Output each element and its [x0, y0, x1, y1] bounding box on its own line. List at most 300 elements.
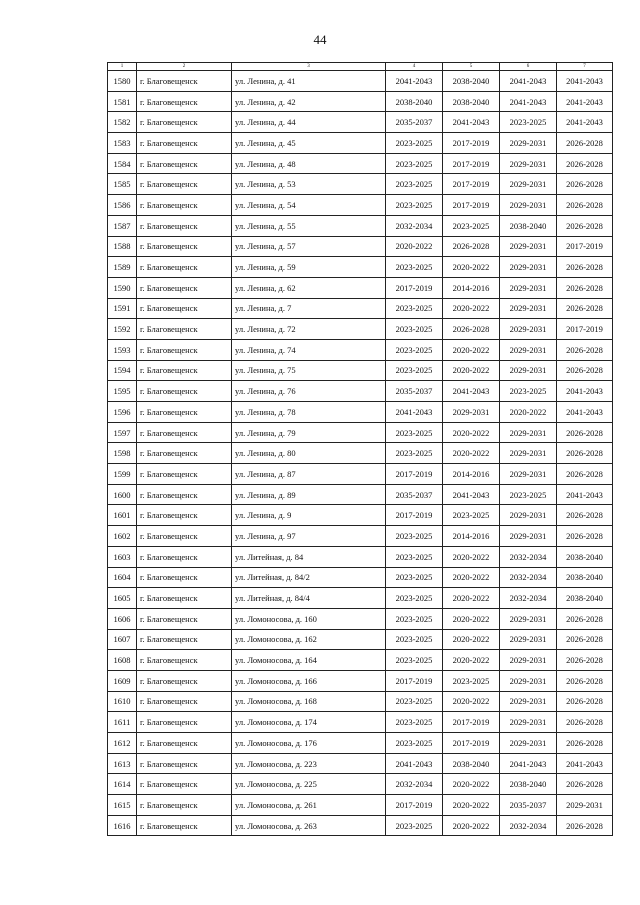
- period-cell: 2026-2028: [557, 215, 613, 236]
- city-cell: г. Благовещенск: [137, 298, 232, 319]
- address-cell: ул. Ленина, д. 78: [232, 402, 386, 423]
- period-cell: 2023-2025: [386, 815, 443, 836]
- row-number: 1602: [108, 526, 137, 547]
- column-header: 3: [232, 63, 386, 71]
- table-row: [108, 712, 613, 733]
- period-cell: 2026-2028: [443, 236, 500, 257]
- address-cell: ул. Ломоносова, д. 174: [232, 712, 386, 733]
- city-cell: г. Благовещенск: [137, 257, 232, 278]
- table-row: [108, 195, 613, 216]
- city-cell: г. Благовещенск: [137, 567, 232, 588]
- address-cell: ул. Ленина, д. 80: [232, 443, 386, 464]
- table-row: [108, 381, 613, 402]
- row-number: 1597: [108, 422, 137, 443]
- city-cell: г. Благовещенск: [137, 339, 232, 360]
- city-cell: г. Благовещенск: [137, 112, 232, 133]
- city-cell: г. Благовещенск: [137, 733, 232, 754]
- row-number: 1607: [108, 629, 137, 650]
- column-header: 1: [108, 63, 137, 71]
- period-cell: 2026-2028: [557, 670, 613, 691]
- table-row: [108, 795, 613, 816]
- address-cell: ул. Литейная, д. 84/4: [232, 588, 386, 609]
- address-cell: ул. Ленина, д. 41: [232, 71, 386, 92]
- address-cell: ул. Ленина, д. 54: [232, 195, 386, 216]
- table-row: [108, 567, 613, 588]
- period-cell: 2023-2025: [386, 608, 443, 629]
- city-cell: г. Благовещенск: [137, 546, 232, 567]
- address-cell: ул. Ленина, д. 48: [232, 153, 386, 174]
- period-cell: 2038-2040: [557, 567, 613, 588]
- period-cell: 2038-2040: [443, 91, 500, 112]
- row-number: 1610: [108, 691, 137, 712]
- period-cell: 2017-2019: [443, 153, 500, 174]
- period-cell: 2026-2028: [557, 505, 613, 526]
- period-cell: 2026-2028: [557, 733, 613, 754]
- row-number: 1589: [108, 257, 137, 278]
- period-cell: 2041-2043: [557, 71, 613, 92]
- period-cell: 2029-2031: [500, 443, 557, 464]
- period-cell: 2041-2043: [557, 484, 613, 505]
- period-cell: 2032-2034: [500, 815, 557, 836]
- city-cell: г. Благовещенск: [137, 402, 232, 423]
- period-cell: 2020-2022: [443, 691, 500, 712]
- period-cell: 2029-2031: [500, 526, 557, 547]
- row-number: 1592: [108, 319, 137, 340]
- row-number: 1608: [108, 650, 137, 671]
- address-cell: ул. Ломоносова, д. 164: [232, 650, 386, 671]
- table-row: [108, 588, 613, 609]
- address-cell: ул. Литейная, д. 84: [232, 546, 386, 567]
- period-cell: 2041-2043: [443, 112, 500, 133]
- period-cell: 2026-2028: [557, 360, 613, 381]
- period-cell: 2017-2019: [386, 277, 443, 298]
- table-row: [108, 608, 613, 629]
- period-cell: 2023-2025: [386, 153, 443, 174]
- address-cell: ул. Ломоносова, д. 162: [232, 629, 386, 650]
- row-number: 1612: [108, 733, 137, 754]
- city-cell: г. Благовещенск: [137, 629, 232, 650]
- period-cell: 2014-2016: [443, 464, 500, 485]
- period-cell: 2023-2025: [386, 691, 443, 712]
- table-row: [108, 91, 613, 112]
- table-row: [108, 319, 613, 340]
- period-cell: 2026-2028: [557, 526, 613, 547]
- city-cell: г. Благовещенск: [137, 753, 232, 774]
- period-cell: 2023-2025: [386, 650, 443, 671]
- period-cell: 2038-2040: [557, 546, 613, 567]
- period-cell: 2029-2031: [500, 691, 557, 712]
- period-cell: 2023-2025: [386, 133, 443, 154]
- table-row: [108, 526, 613, 547]
- housing-schedule-table: [107, 62, 613, 836]
- address-cell: ул. Литейная, д. 84/2: [232, 567, 386, 588]
- period-cell: 2023-2025: [443, 505, 500, 526]
- period-cell: 2029-2031: [500, 257, 557, 278]
- row-number: 1605: [108, 588, 137, 609]
- row-number: 1593: [108, 339, 137, 360]
- period-cell: 2026-2028: [557, 629, 613, 650]
- table-row: [108, 360, 613, 381]
- period-cell: 2017-2019: [386, 505, 443, 526]
- city-cell: г. Благовещенск: [137, 464, 232, 485]
- row-number: 1616: [108, 815, 137, 836]
- period-cell: 2023-2025: [386, 360, 443, 381]
- period-cell: 2020-2022: [443, 422, 500, 443]
- period-cell: 2017-2019: [557, 319, 613, 340]
- period-cell: 2023-2025: [500, 112, 557, 133]
- period-cell: 2020-2022: [386, 236, 443, 257]
- table-row: [108, 505, 613, 526]
- period-cell: 2026-2028: [557, 298, 613, 319]
- address-cell: ул. Ленина, д. 72: [232, 319, 386, 340]
- city-cell: г. Благовещенск: [137, 153, 232, 174]
- city-cell: г. Благовещенск: [137, 133, 232, 154]
- period-cell: 2035-2037: [386, 381, 443, 402]
- period-cell: 2017-2019: [557, 236, 613, 257]
- address-cell: ул. Ленина, д. 89: [232, 484, 386, 505]
- table-row: [108, 774, 613, 795]
- column-header: 7: [557, 63, 613, 71]
- period-cell: 2029-2031: [500, 712, 557, 733]
- period-cell: 2023-2025: [443, 670, 500, 691]
- city-cell: г. Благовещенск: [137, 195, 232, 216]
- row-number: 1609: [108, 670, 137, 691]
- period-cell: 2020-2022: [443, 546, 500, 567]
- period-cell: 2029-2031: [500, 733, 557, 754]
- period-cell: 2041-2043: [557, 381, 613, 402]
- period-cell: 2026-2028: [557, 443, 613, 464]
- address-cell: ул. Ломоносова, д. 261: [232, 795, 386, 816]
- period-cell: 2041-2043: [557, 91, 613, 112]
- period-cell: 2038-2040: [500, 215, 557, 236]
- period-cell: 2038-2040: [557, 588, 613, 609]
- period-cell: 2020-2022: [443, 339, 500, 360]
- period-cell: 2017-2019: [443, 712, 500, 733]
- city-cell: г. Благовещенск: [137, 795, 232, 816]
- table-row: [108, 546, 613, 567]
- table-body: [108, 71, 613, 836]
- period-cell: 2041-2043: [500, 753, 557, 774]
- period-cell: 2041-2043: [557, 753, 613, 774]
- period-cell: 2032-2034: [386, 215, 443, 236]
- city-cell: г. Благовещенск: [137, 422, 232, 443]
- address-cell: ул. Ломоносова, д. 160: [232, 608, 386, 629]
- city-cell: г. Благовещенск: [137, 505, 232, 526]
- period-cell: 2035-2037: [386, 484, 443, 505]
- period-cell: 2014-2016: [443, 277, 500, 298]
- address-cell: ул. Ленина, д. 9: [232, 505, 386, 526]
- city-cell: г. Благовещенск: [137, 526, 232, 547]
- period-cell: 2020-2022: [443, 629, 500, 650]
- period-cell: 2026-2028: [557, 257, 613, 278]
- period-cell: 2032-2034: [386, 774, 443, 795]
- period-cell: 2029-2031: [500, 505, 557, 526]
- table-row: [108, 257, 613, 278]
- row-number: 1598: [108, 443, 137, 464]
- table-row: [108, 815, 613, 836]
- table-row: [108, 236, 613, 257]
- city-cell: г. Благовещенск: [137, 319, 232, 340]
- table-row: [108, 402, 613, 423]
- address-cell: ул. Ломоносова, д. 225: [232, 774, 386, 795]
- period-cell: 2026-2028: [557, 277, 613, 298]
- period-cell: 2023-2025: [386, 567, 443, 588]
- row-number: 1615: [108, 795, 137, 816]
- row-number: 1599: [108, 464, 137, 485]
- period-cell: 2017-2019: [443, 733, 500, 754]
- address-cell: ул. Ломоносова, д. 176: [232, 733, 386, 754]
- table-row: [108, 733, 613, 754]
- period-cell: 2023-2025: [443, 215, 500, 236]
- period-cell: 2029-2031: [500, 298, 557, 319]
- row-number: 1583: [108, 133, 137, 154]
- address-cell: ул. Ленина, д. 74: [232, 339, 386, 360]
- period-cell: 2029-2031: [500, 277, 557, 298]
- city-cell: г. Благовещенск: [137, 360, 232, 381]
- period-cell: 2029-2031: [500, 608, 557, 629]
- period-cell: 2017-2019: [386, 795, 443, 816]
- period-cell: 2041-2043: [443, 484, 500, 505]
- row-number: 1586: [108, 195, 137, 216]
- period-cell: 2020-2022: [443, 608, 500, 629]
- table-row: [108, 422, 613, 443]
- table-row: [108, 298, 613, 319]
- period-cell: 2029-2031: [500, 133, 557, 154]
- period-cell: 2038-2040: [443, 71, 500, 92]
- city-cell: г. Благовещенск: [137, 774, 232, 795]
- period-cell: 2041-2043: [557, 112, 613, 133]
- row-number: 1606: [108, 608, 137, 629]
- address-cell: ул. Ленина, д. 79: [232, 422, 386, 443]
- row-number: 1596: [108, 402, 137, 423]
- table-row: [108, 650, 613, 671]
- address-cell: ул. Ленина, д. 7: [232, 298, 386, 319]
- address-cell: ул. Ленина, д. 55: [232, 215, 386, 236]
- city-cell: г. Благовещенск: [137, 484, 232, 505]
- city-cell: г. Благовещенск: [137, 650, 232, 671]
- address-cell: ул. Ленина, д. 76: [232, 381, 386, 402]
- city-cell: г. Благовещенск: [137, 691, 232, 712]
- period-cell: 2020-2022: [443, 815, 500, 836]
- period-cell: 2041-2043: [557, 402, 613, 423]
- table-row: [108, 133, 613, 154]
- city-cell: г. Благовещенск: [137, 71, 232, 92]
- period-cell: 2041-2043: [386, 71, 443, 92]
- period-cell: 2029-2031: [557, 795, 613, 816]
- period-cell: 2020-2022: [443, 360, 500, 381]
- period-cell: 2023-2025: [386, 588, 443, 609]
- period-cell: 2029-2031: [500, 670, 557, 691]
- row-number: 1581: [108, 91, 137, 112]
- period-cell: 2026-2028: [557, 153, 613, 174]
- period-cell: 2020-2022: [443, 774, 500, 795]
- city-cell: г. Благовещенск: [137, 381, 232, 402]
- period-cell: 2020-2022: [443, 443, 500, 464]
- period-cell: 2032-2034: [500, 588, 557, 609]
- period-cell: 2023-2025: [386, 257, 443, 278]
- period-cell: 2038-2040: [500, 774, 557, 795]
- period-cell: 2029-2031: [500, 422, 557, 443]
- address-cell: ул. Ленина, д. 97: [232, 526, 386, 547]
- table-row: [108, 464, 613, 485]
- period-cell: 2026-2028: [557, 712, 613, 733]
- period-cell: 2023-2025: [386, 629, 443, 650]
- period-cell: 2026-2028: [557, 174, 613, 195]
- period-cell: 2023-2025: [386, 319, 443, 340]
- column-header: 2: [137, 63, 232, 71]
- row-number: 1582: [108, 112, 137, 133]
- row-number: 1588: [108, 236, 137, 257]
- row-number: 1614: [108, 774, 137, 795]
- address-cell: ул. Ломоносова, д. 168: [232, 691, 386, 712]
- period-cell: 2026-2028: [557, 608, 613, 629]
- period-cell: 2026-2028: [557, 815, 613, 836]
- period-cell: 2029-2031: [500, 650, 557, 671]
- period-cell: 2023-2025: [386, 546, 443, 567]
- row-number: 1585: [108, 174, 137, 195]
- period-cell: 2023-2025: [386, 712, 443, 733]
- period-cell: 2041-2043: [500, 71, 557, 92]
- row-number: 1603: [108, 546, 137, 567]
- city-cell: г. Благовещенск: [137, 712, 232, 733]
- table-row: [108, 112, 613, 133]
- period-cell: 2017-2019: [386, 464, 443, 485]
- period-cell: 2020-2022: [443, 588, 500, 609]
- period-cell: 2041-2043: [386, 402, 443, 423]
- period-cell: 2020-2022: [500, 402, 557, 423]
- address-cell: ул. Ленина, д. 45: [232, 133, 386, 154]
- period-cell: 2029-2031: [500, 174, 557, 195]
- period-cell: 2029-2031: [443, 402, 500, 423]
- city-cell: г. Благовещенск: [137, 174, 232, 195]
- period-cell: 2023-2025: [500, 381, 557, 402]
- row-number: 1594: [108, 360, 137, 381]
- period-cell: 2026-2028: [557, 691, 613, 712]
- address-cell: ул. Ломоносова, д. 263: [232, 815, 386, 836]
- table-row: [108, 484, 613, 505]
- address-cell: ул. Ленина, д. 62: [232, 277, 386, 298]
- table-row: [108, 174, 613, 195]
- period-cell: 2023-2025: [500, 484, 557, 505]
- row-number: 1591: [108, 298, 137, 319]
- period-cell: 2035-2037: [386, 112, 443, 133]
- period-cell: 2035-2037: [500, 795, 557, 816]
- row-number: 1587: [108, 215, 137, 236]
- table-row: [108, 277, 613, 298]
- period-cell: 2029-2031: [500, 236, 557, 257]
- period-cell: 2029-2031: [500, 339, 557, 360]
- row-number: 1590: [108, 277, 137, 298]
- row-number: 1613: [108, 753, 137, 774]
- table-row: [108, 153, 613, 174]
- period-cell: 2020-2022: [443, 650, 500, 671]
- table-row: [108, 629, 613, 650]
- period-cell: 2029-2031: [500, 195, 557, 216]
- table-row: [108, 71, 613, 92]
- period-cell: 2023-2025: [386, 174, 443, 195]
- city-cell: г. Благовещенск: [137, 215, 232, 236]
- address-cell: ул. Ленина, д. 42: [232, 91, 386, 112]
- period-cell: 2026-2028: [557, 133, 613, 154]
- column-header: 4: [386, 63, 443, 71]
- city-cell: г. Благовещенск: [137, 588, 232, 609]
- period-cell: 2032-2034: [500, 546, 557, 567]
- period-cell: 2020-2022: [443, 257, 500, 278]
- address-cell: ул. Ленина, д. 59: [232, 257, 386, 278]
- period-cell: 2014-2016: [443, 526, 500, 547]
- period-cell: 2029-2031: [500, 153, 557, 174]
- period-cell: 2041-2043: [500, 91, 557, 112]
- period-cell: 2041-2043: [386, 753, 443, 774]
- page-number: 44: [313, 32, 327, 47]
- table-row: [108, 753, 613, 774]
- table-row: [108, 670, 613, 691]
- period-cell: 2020-2022: [443, 795, 500, 816]
- period-cell: 2029-2031: [500, 464, 557, 485]
- period-cell: 2017-2019: [443, 195, 500, 216]
- period-cell: 2020-2022: [443, 298, 500, 319]
- city-cell: г. Благовещенск: [137, 236, 232, 257]
- address-cell: ул. Ленина, д. 53: [232, 174, 386, 195]
- period-cell: 2038-2040: [443, 753, 500, 774]
- period-cell: 2017-2019: [443, 133, 500, 154]
- row-number: 1595: [108, 381, 137, 402]
- period-cell: 2023-2025: [386, 733, 443, 754]
- period-cell: 2029-2031: [500, 629, 557, 650]
- row-number: 1600: [108, 484, 137, 505]
- period-cell: 2017-2019: [386, 670, 443, 691]
- city-cell: г. Благовещенск: [137, 608, 232, 629]
- address-cell: ул. Ленина, д. 75: [232, 360, 386, 381]
- period-cell: 2023-2025: [386, 298, 443, 319]
- city-cell: г. Благовещенск: [137, 443, 232, 464]
- city-cell: г. Благовещенск: [137, 670, 232, 691]
- address-cell: ул. Ленина, д. 57: [232, 236, 386, 257]
- period-cell: 2023-2025: [386, 195, 443, 216]
- city-cell: г. Благовещенск: [137, 91, 232, 112]
- row-number: 1580: [108, 71, 137, 92]
- row-number: 1584: [108, 153, 137, 174]
- period-cell: 2020-2022: [443, 567, 500, 588]
- period-cell: 2023-2025: [386, 422, 443, 443]
- period-cell: 2026-2028: [443, 319, 500, 340]
- city-cell: г. Благовещенск: [137, 815, 232, 836]
- period-cell: 2026-2028: [557, 464, 613, 485]
- period-cell: 2041-2043: [443, 381, 500, 402]
- address-cell: ул. Ленина, д. 87: [232, 464, 386, 485]
- column-header: 6: [500, 63, 557, 71]
- period-cell: 2026-2028: [557, 339, 613, 360]
- table-row: [108, 691, 613, 712]
- period-cell: 2026-2028: [557, 650, 613, 671]
- period-cell: 2023-2025: [386, 526, 443, 547]
- column-number-row: [108, 63, 613, 71]
- row-number: 1604: [108, 567, 137, 588]
- column-header: 5: [443, 63, 500, 71]
- period-cell: 2017-2019: [443, 174, 500, 195]
- period-cell: 2038-2040: [386, 91, 443, 112]
- period-cell: 2032-2034: [500, 567, 557, 588]
- period-cell: 2023-2025: [386, 443, 443, 464]
- period-cell: 2026-2028: [557, 774, 613, 795]
- period-cell: 2023-2025: [386, 339, 443, 360]
- period-cell: 2029-2031: [500, 360, 557, 381]
- city-cell: г. Благовещенск: [137, 277, 232, 298]
- period-cell: 2029-2031: [500, 319, 557, 340]
- period-cell: 2026-2028: [557, 195, 613, 216]
- address-cell: ул. Ленина, д. 44: [232, 112, 386, 133]
- row-number: 1611: [108, 712, 137, 733]
